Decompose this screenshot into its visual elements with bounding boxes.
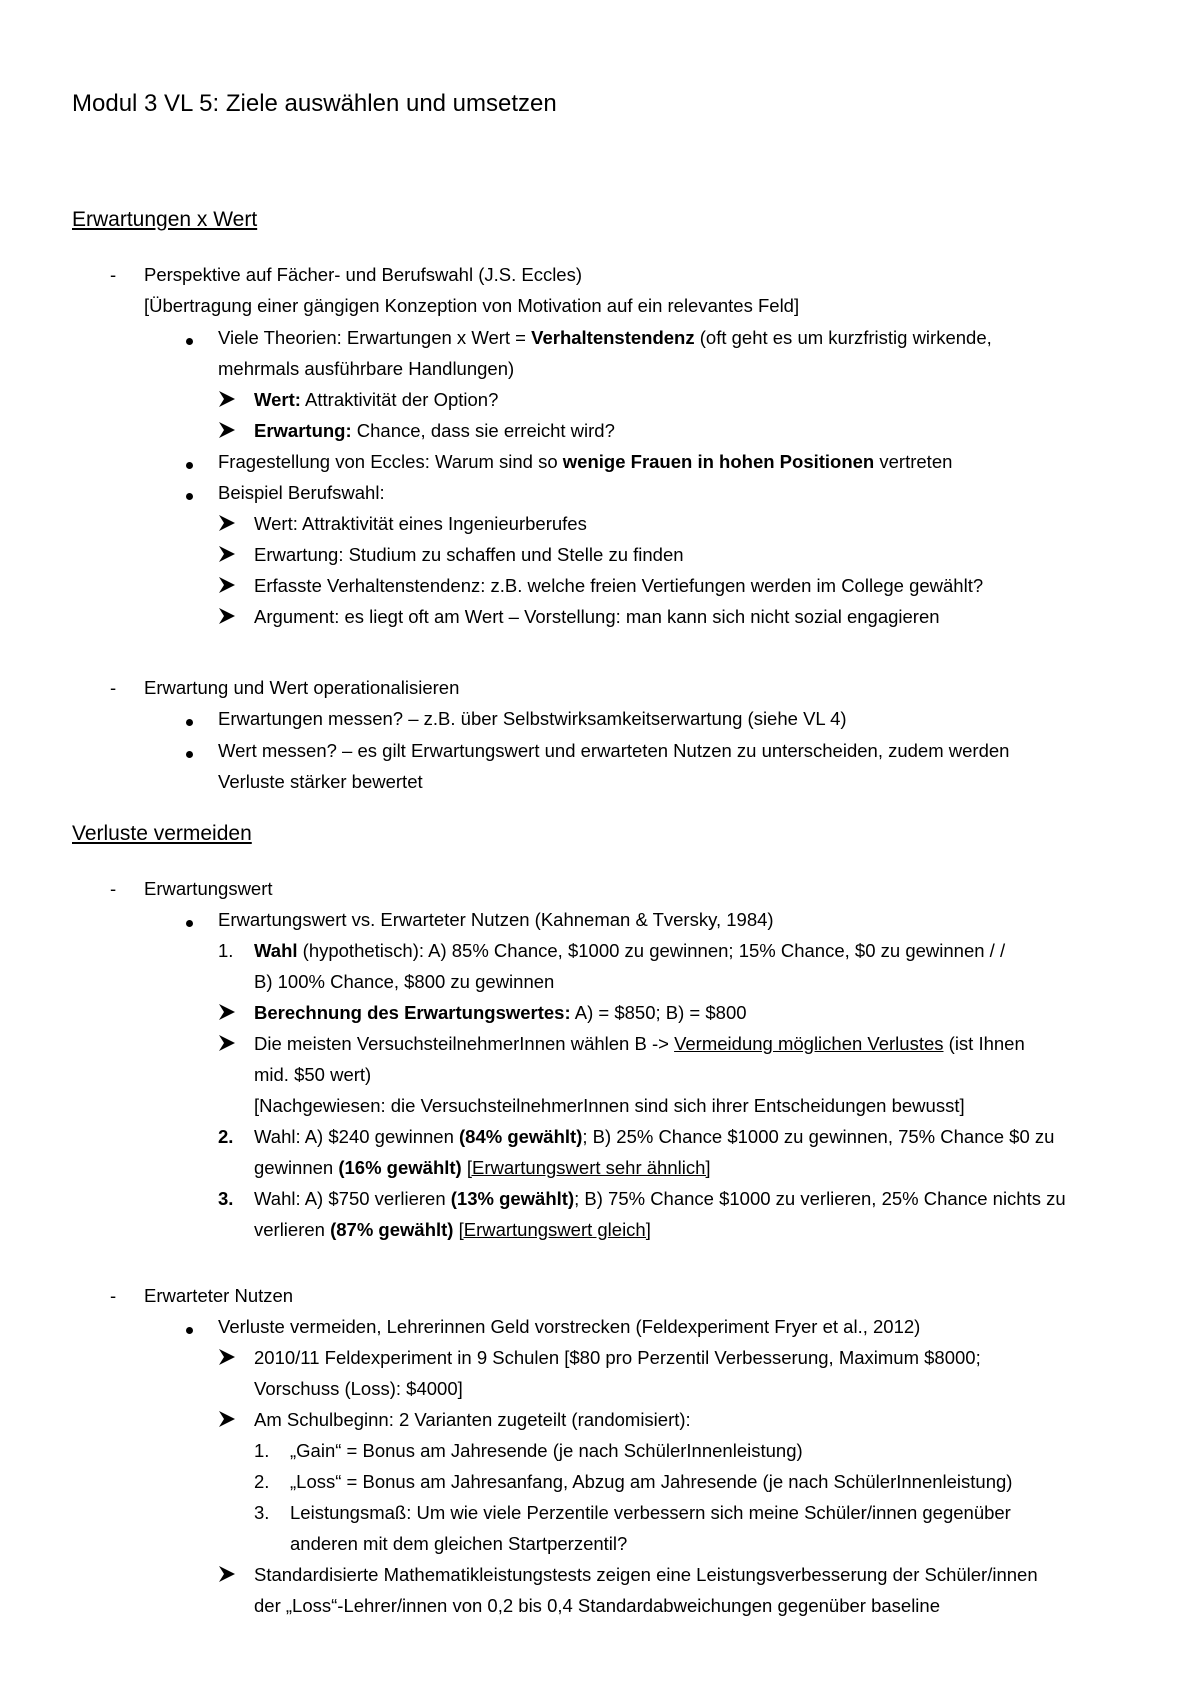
list-item: Leistungsmaß: Um wie viele Perzentile verbessern sich meine Schüler/innen gegenüber bbox=[290, 1502, 1011, 1523]
list-item-continuation: gewinnen (16% gewählt) [Erwartungswert sehr ähnlich] bbox=[254, 1157, 711, 1178]
list-item: Erwartungswert vs. Erwarteter Nutzen (Kahneman & Tversky, 1984) bbox=[218, 909, 774, 930]
arrow-bullet-icon bbox=[218, 576, 236, 594]
arrow-bullet-icon bbox=[218, 545, 236, 563]
arrow-bullet-icon bbox=[218, 421, 236, 439]
section-heading-erwartungen: Erwartungen x Wert bbox=[72, 208, 258, 231]
list-item: Die meisten VersuchsteilnehmerInnen wählen B -> Vermeidung möglichen Verlustes (ist Ihnen bbox=[254, 1033, 1025, 1054]
list-item-continuation: mid. $50 wert) bbox=[254, 1064, 372, 1085]
list-item: Standardisierte Mathematikleistungstests zeigen eine Leistungsverbesserung der Schüler/innen bbox=[254, 1564, 1038, 1585]
number-marker: 1. bbox=[218, 940, 234, 961]
arrow-bullet-icon bbox=[218, 1565, 236, 1583]
list-item: Erfasste Verhaltenstendenz: z.B. welche freien Vertiefungen werden im College gewählt? bbox=[254, 575, 984, 596]
list-item: Fragestellung von Eccles: Warum sind so wenige Frauen in hohen Positionen vertreten bbox=[218, 451, 953, 472]
dash-marker: - bbox=[110, 264, 117, 285]
list-item: 2010/11 Feldexperiment in 9 Schulen [$80 pro Perzentil Verbesserung, Maximum $8000; bbox=[254, 1347, 981, 1368]
list-item-continuation: verlieren (87% gewählt) [Erwartungswert gleich] bbox=[254, 1219, 651, 1240]
arrow-bullet-icon bbox=[218, 1410, 236, 1428]
list-item-continuation: B) 100% Chance, $800 zu gewinnen bbox=[254, 971, 555, 992]
list-item: Erwartung: Studium zu schaffen und Stelle zu finden bbox=[254, 544, 684, 565]
list-item: Wahl: A) $750 verlieren (13% gewählt); B) 75% Chance $1000 zu verlieren, 25% Chance nichts zu bbox=[254, 1188, 1066, 1209]
list-item: Erwartung und Wert operationalisieren bbox=[144, 677, 460, 698]
page-title: Modul 3 VL 5: Ziele auswählen und umsetzen bbox=[72, 90, 557, 117]
arrow-bullet-icon bbox=[218, 390, 236, 408]
list-item-continuation: der „Loss“-Lehrer/innen von 0,2 bis 0,4 Standardabweichungen gegenüber baseline bbox=[254, 1595, 940, 1616]
number-marker: 2. bbox=[218, 1126, 234, 1147]
list-item: Wert messen? – es gilt Erwartungswert und erwarteten Nutzen zu unterscheiden, zudem werden bbox=[218, 740, 1010, 761]
list-item: Erwartungen messen? – z.B. über Selbstwirksamkeitserwartung (siehe VL 4) bbox=[218, 708, 847, 729]
arrow-bullet-icon bbox=[218, 514, 236, 532]
list-item: Erwartung: Chance, dass sie erreicht wird? bbox=[254, 420, 615, 441]
list-item: Beispiel Berufswahl: bbox=[218, 482, 385, 503]
list-item: Verluste vermeiden, Lehrerinnen Geld vorstrecken (Feldexperiment Fryer et al., 2012) bbox=[218, 1316, 921, 1337]
list-item-continuation: mehrmals ausführbare Handlungen) bbox=[218, 358, 515, 379]
bullet-marker bbox=[186, 462, 193, 469]
bullet-marker bbox=[186, 719, 193, 726]
list-item: Erwarteter Nutzen bbox=[144, 1285, 294, 1306]
list-item: Berechnung des Erwartungswertes: A) = $850; B) = $800 bbox=[254, 1002, 747, 1023]
list-item: Am Schulbeginn: 2 Varianten zugeteilt (randomisiert): bbox=[254, 1409, 691, 1430]
list-item: Wahl (hypothetisch): A) 85% Chance, $1000 zu gewinnen; 15% Chance, $0 zu gewinnen / / bbox=[254, 940, 1006, 961]
number-marker: 3. bbox=[254, 1502, 270, 1523]
list-item: Erwartungswert bbox=[144, 878, 273, 899]
section-heading-verluste: Verluste vermeiden bbox=[72, 822, 252, 845]
list-item-continuation: Vorschuss (Loss): $4000] bbox=[254, 1378, 463, 1399]
dash-marker: - bbox=[110, 677, 117, 698]
arrow-bullet-icon bbox=[218, 1034, 236, 1052]
number-marker: 3. bbox=[218, 1188, 234, 1209]
list-item: Wert: Attraktivität eines Ingenieurberufes bbox=[254, 513, 587, 534]
list-item: Viele Theorien: Erwartungen x Wert = Verhaltenstendenz (oft geht es um kurzfristig wirkende, bbox=[218, 327, 992, 348]
list-item-continuation: Verluste stärker bewertet bbox=[218, 771, 423, 792]
number-marker: 1. bbox=[254, 1440, 270, 1461]
bullet-marker bbox=[186, 920, 193, 927]
list-item: Wahl: A) $240 gewinnen (84% gewählt); B) 25% Chance $1000 zu gewinnen, 75% Chance $0 zu bbox=[254, 1126, 1055, 1147]
arrow-bullet-icon bbox=[218, 1003, 236, 1021]
list-item-continuation: [Übertragung einer gängigen Konzeption von Motivation auf ein relevantes Feld] bbox=[144, 295, 800, 316]
arrow-bullet-icon bbox=[218, 607, 236, 625]
bullet-marker bbox=[186, 1327, 193, 1334]
list-item: „Gain“ = Bonus am Jahresende (je nach SchülerInnenleistung) bbox=[290, 1440, 803, 1461]
arrow-bullet-icon bbox=[218, 1348, 236, 1366]
number-marker: 2. bbox=[254, 1471, 270, 1492]
list-item-continuation: anderen mit dem gleichen Startperzentil? bbox=[290, 1533, 628, 1554]
list-item: Wert: Attraktivität der Option? bbox=[254, 389, 499, 410]
list-item-continuation: [Nachgewiesen: die VersuchsteilnehmerInnen sind sich ihrer Entscheidungen bewusst] bbox=[254, 1095, 965, 1116]
bullet-marker bbox=[186, 751, 193, 758]
bullet-marker bbox=[186, 493, 193, 500]
dash-marker: - bbox=[110, 1285, 117, 1306]
bullet-marker bbox=[186, 338, 193, 345]
list-item: Perspektive auf Fächer- und Berufswahl (J.S. Eccles) bbox=[144, 264, 583, 285]
dash-marker: - bbox=[110, 878, 117, 899]
list-item: „Loss“ = Bonus am Jahresanfang, Abzug am Jahresende (je nach SchülerInnenleistung) bbox=[290, 1471, 1013, 1492]
list-item: Argument: es liegt oft am Wert – Vorstellung: man kann sich nicht sozial engagieren bbox=[254, 606, 940, 627]
